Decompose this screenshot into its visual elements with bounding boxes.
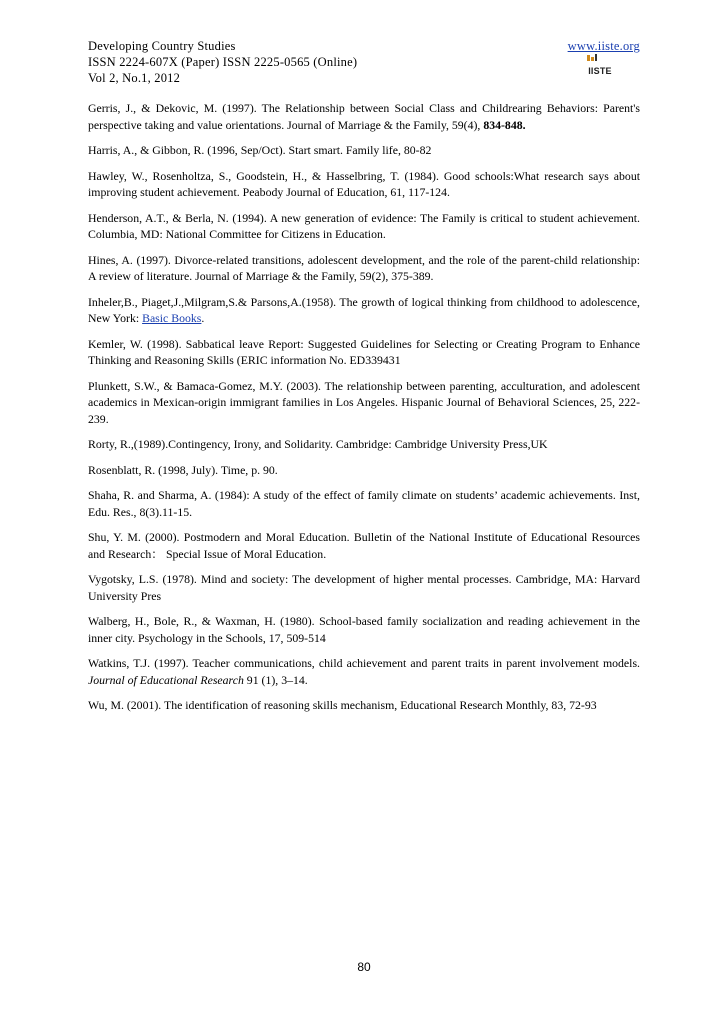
reference-item xyxy=(88,655,640,688)
reference-item: Rorty, R.,(1989).Contingency, Irony, and Solidarity. Cambridge: Cambridge University Press,UK xyxy=(88,437,548,451)
volume-line: Vol 2, No.1, 2012 xyxy=(88,71,181,85)
reference-item: Vygotsky, L.S. (1978). Mind and society: The development of higher mental processes. Cambridge, MA: Harvard University Pres xyxy=(88,572,640,603)
journal-url-link[interactable]: www.iiste.org xyxy=(567,39,640,53)
page-number: 80 xyxy=(357,960,371,974)
reference-item: Shaha, R. and Sharma, A. (1984): A study of the effect of family climate on students’ academic achievements. Inst, Edu. Res., 8(3).11-15. xyxy=(88,488,640,519)
reference-text-end: . xyxy=(201,311,205,325)
reference-item: Harris, A., & Gibbon, R. (1996, Sep/Oct). Start smart. Family life, 80-82 xyxy=(88,143,432,157)
reference-item: Hawley, W., Rosenholtza, S., Goodstein, H., & Hasselbring, T. (1984). Good schools:What research says about improving student achievement. Peabody Journal of Education, 61, 117-124. xyxy=(88,168,640,199)
reference-item: Shu, Y. M. (2000). Postmodern and Moral Education. Bulletin of the National Institute of Educational Resources and Research： Special Issue of Moral Education. xyxy=(88,530,640,561)
iiste-logo-icon xyxy=(586,54,614,76)
reference-item: Walberg, H., Bole, R., & Waxman, H. (1980). School-based family socialization and reading achievement in the inner city. Psychology in the Schools, 17, 509-514 xyxy=(88,614,640,645)
reference-text: Gerris, J., & Dekovic, M. (1997). The Relationship between Social Class and Childrearing Behaviors: Parent's perspective taking and value orientations. Journal of Marriage & the Family, 59(4), xyxy=(88,101,640,132)
reference-pages-bold: 834-848. xyxy=(483,117,526,132)
journal-name-italic: Journal of Educational Research xyxy=(88,672,244,687)
basic-books-link[interactable]: Basic Books xyxy=(142,311,202,325)
page-header xyxy=(88,38,640,86)
reference-item xyxy=(88,100,640,133)
issn-line: ISSN 2224-607X (Paper) ISSN 2225-0565 (Online) xyxy=(88,55,358,69)
reference-item: Henderson, A.T., & Berla, N. (1994). A new generation of evidence: The Family is critical to student achievement. Columbia, MD: National Committee for Citizens in Education. xyxy=(88,210,640,241)
reference-item: Rosenblatt, R. (1998, July). Time, p. 90. xyxy=(88,462,278,477)
reference-text: Inheler,B., Piaget,J.,Milgram,S.& Parsons,A.(1958). The growth of logical thinking from childhood to adolescence, New York: xyxy=(88,294,640,325)
logo-text: IISTE xyxy=(588,66,612,76)
reference-item xyxy=(88,294,640,327)
reference-item: Plunkett, S.W., & Bamaca-Gomez, M.Y. (2003). The relationship between parenting, acculturation, and adolescent academics in Mexican-origin immigrant families in Los Angeles. Hispanic Journal of Behavioral Sciences, 25, 222-239. xyxy=(88,378,640,426)
reference-text-end: 91 (1), 3–14. xyxy=(243,672,308,687)
reference-item: Wu, M. (2001). The identification of reasoning skills mechanism, Educational Research Monthly, 83, 72-93 xyxy=(88,698,597,712)
journal-title: Developing Country Studies xyxy=(88,39,236,53)
reference-list xyxy=(88,100,640,723)
reference-text: Watkins, T.J. (1997). Teacher communications, child achievement and parent traits in parent involvement models. xyxy=(88,656,640,670)
reference-item: Kemler, W. (1998). Sabbatical leave Report: Suggested Guidelines for Selecting or Creating Program to Enhance Thinking and Reasoning Skills (ERIC information No. ED339431 xyxy=(88,336,640,367)
reference-item: Hines, A. (1997). Divorce-related transitions, adolescent development, and the role of the parent-child relationship: A review of literature. Journal of Marriage & the Family, 59(2), 375-389. xyxy=(88,252,640,283)
